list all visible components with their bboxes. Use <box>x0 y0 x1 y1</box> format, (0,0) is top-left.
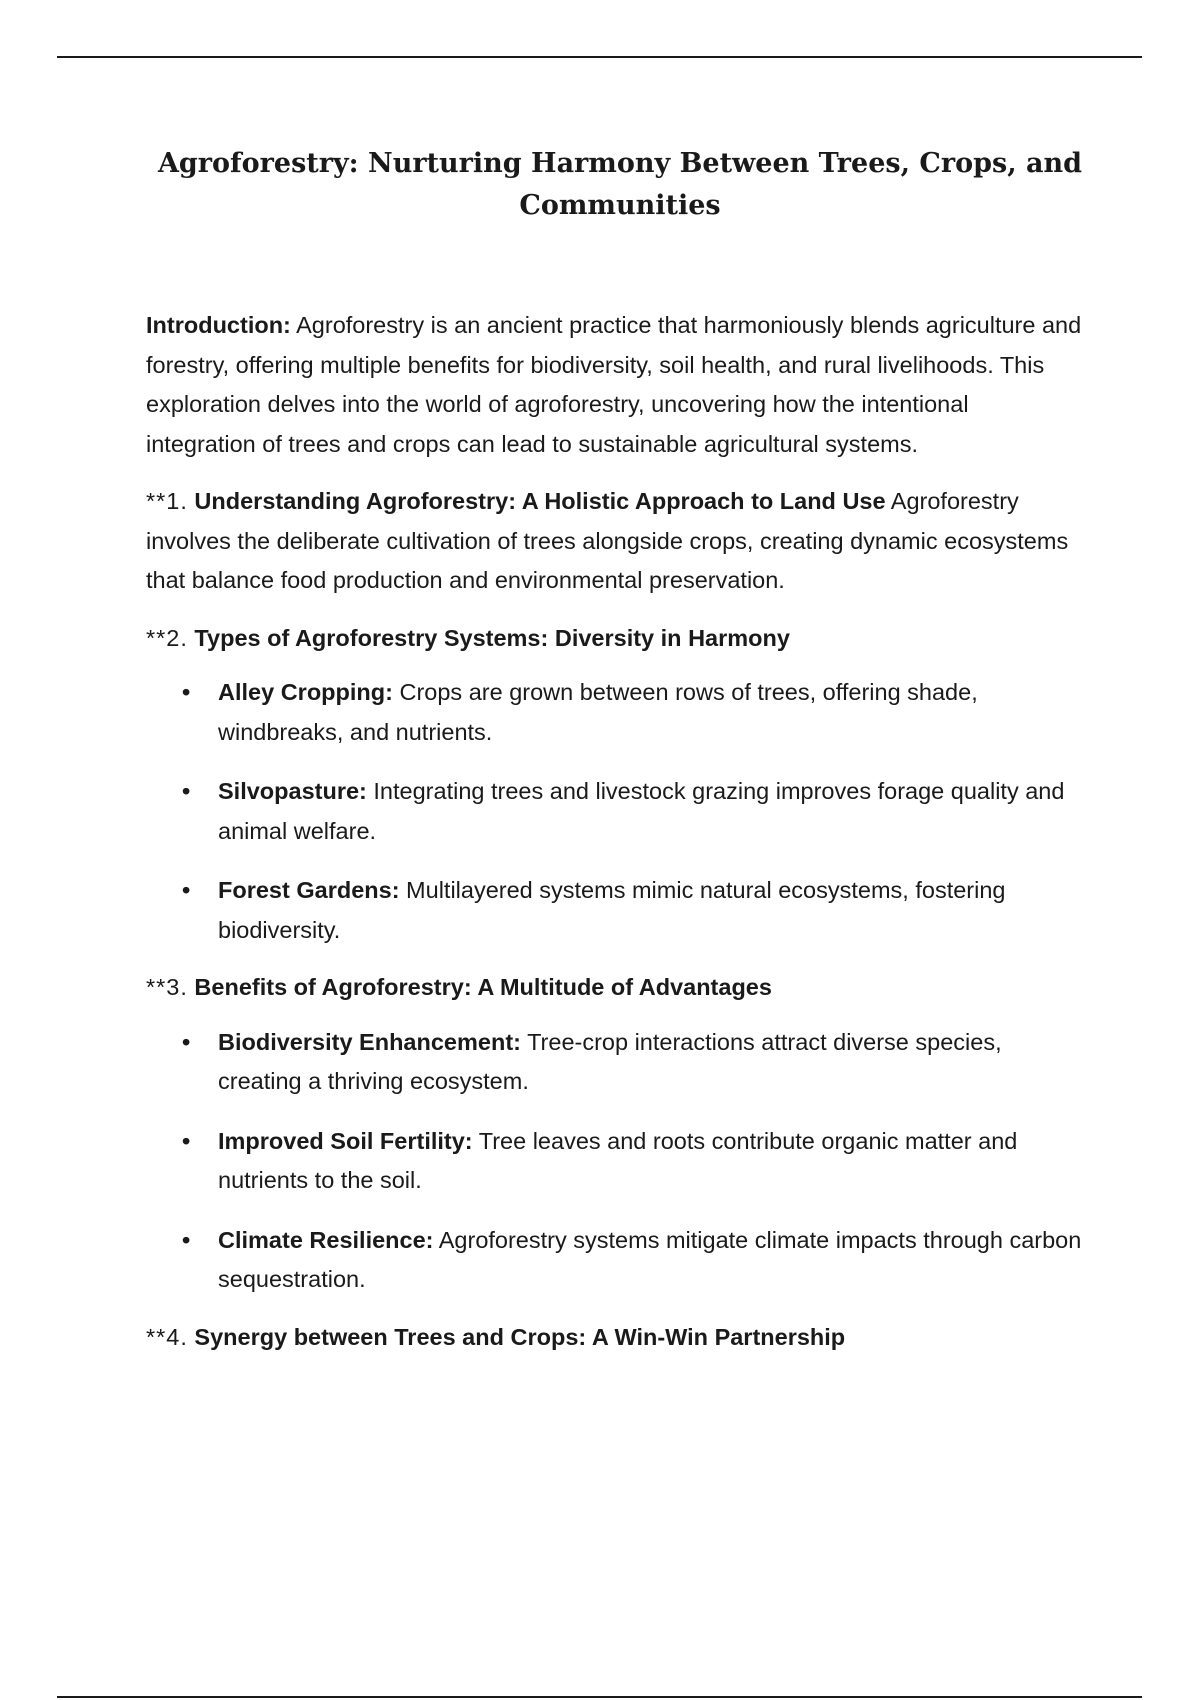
bullet-marker: • <box>182 877 191 903</box>
section-1-heading: Understanding Agroforestry: A Holistic Approach to Land Use <box>194 488 886 514</box>
bullet-label: Climate Resilience: <box>218 1226 434 1253</box>
section-3-heading-line <box>146 968 1082 1008</box>
bullet-text: Agroforestry systems mitigate climate impacts through carbon sequestration. <box>218 1226 1082 1292</box>
page-title: Agroforestry: Nurturing Harmony Between Trees, Crops, and Communities <box>157 148 1082 221</box>
bullet-marker: • <box>182 778 191 804</box>
section-4-heading-line <box>146 1318 1082 1358</box>
bullet-label: Improved Soil Fertility: <box>218 1127 473 1154</box>
bullet-label: Biodiversity Enhancement: <box>218 1028 521 1055</box>
section-3-bullet-list <box>146 1023 1082 1300</box>
bullet-label: Alley Cropping: <box>218 679 393 705</box>
bullet-marker: • <box>182 1226 191 1253</box>
section-2-marker: **2. <box>146 624 188 651</box>
intro-text: Agroforestry is an ancient practice that harmoniously blends agriculture and forestry, offering multiple benefits for biodiversity, soil health, and rural livelihoods. This exploration delves into the world of agroforestry, uncovering how the intentional integration of trees and crops can lead to sustainable agricultural systems. <box>146 312 1082 457</box>
section-2-bullet-list <box>146 673 1082 950</box>
top-rule <box>57 56 1142 58</box>
section-1-text: Agroforestry involves the deliberate cultivation of trees alongside crops, creating dynamic ecosystems that balance food production and environmental preservation. <box>146 488 1069 593</box>
bullet-label: Silvopasture: <box>218 778 367 804</box>
section-2-heading: Types of Agroforestry Systems: Diversity in Harmony <box>194 624 790 651</box>
bottom-rule <box>57 1696 1142 1698</box>
section-3-marker: **3. <box>146 974 188 1000</box>
bullet-label: Forest Gardens: <box>218 877 400 903</box>
intro-label: Introduction: <box>146 312 291 338</box>
section-1-marker: **1. <box>146 488 188 514</box>
section-4-heading: Synergy between Trees and Crops: A Win-Win Partnership <box>194 1323 846 1350</box>
document-body <box>146 306 1082 1372</box>
bullet-text: Crops are grown between rows of trees, offering shade, windbreaks, and nutrients. <box>218 679 978 745</box>
section-2-heading-line <box>146 619 1082 659</box>
list-item <box>146 772 1082 851</box>
section-3-heading: Benefits of Agroforestry: A Multitude of Advantages <box>194 974 772 1000</box>
intro-paragraph <box>146 306 1082 464</box>
list-item <box>146 1023 1082 1102</box>
bullet-marker: • <box>182 1127 191 1154</box>
bullet-text: Integrating trees and livestock grazing improves forage quality and animal welfare. <box>218 778 1065 844</box>
section-4-marker: **4. <box>146 1323 188 1350</box>
bullet-text: Tree leaves and roots contribute organic matter and nutrients to the soil. <box>218 1127 1018 1193</box>
bullet-marker: • <box>182 679 191 705</box>
bullet-text: Multilayered systems mimic natural ecosystems, fostering biodiversity. <box>218 877 1006 943</box>
list-item <box>146 673 1082 752</box>
list-item <box>146 1122 1082 1201</box>
section-1-paragraph <box>146 482 1082 601</box>
list-item <box>146 1221 1082 1300</box>
bullet-text: Tree-crop interactions attract diverse species, creating a thriving ecosystem. <box>218 1028 1002 1094</box>
list-item <box>146 871 1082 950</box>
bullet-marker: • <box>182 1028 191 1055</box>
